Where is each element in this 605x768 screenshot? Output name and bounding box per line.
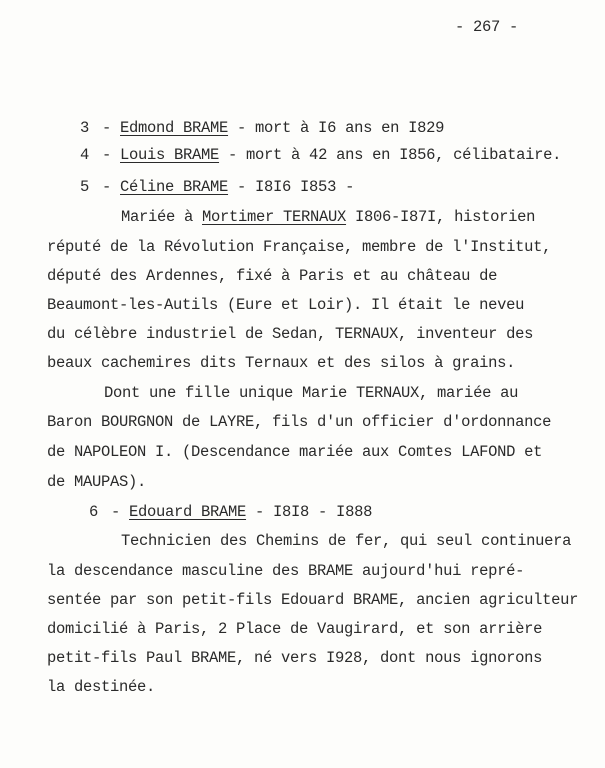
entry-text: - I8I8 - I888 <box>246 503 373 521</box>
entry-6 <box>89 503 372 521</box>
entry-number: 5 <box>80 178 90 196</box>
entry-dash: - <box>102 178 121 196</box>
entry-name: Edouard BRAME <box>129 503 247 521</box>
celine-line-5: du célèbre industriel de Sedan, TERNAUX, inventeur des <box>47 325 534 343</box>
entry-3 <box>80 119 444 137</box>
spouse-name: Mortimer TERNAUX <box>202 208 347 226</box>
edouard-line-2: la descendance masculine des BRAME aujourd'hui repré- <box>47 562 525 580</box>
entry-text: - mort à 42 ans en I856, célibataire. <box>219 146 562 164</box>
celine-line-4: Beaumont-les-Autils (Eure et Loir). Il était le neveu <box>47 296 525 314</box>
celine-line-2: réputé de la Révolution Française, membre de l'Institut, <box>47 238 552 256</box>
page-number: - 267 - <box>455 18 519 36</box>
text: Mariée à <box>121 208 203 226</box>
entry-name: Louis BRAME <box>120 146 220 164</box>
edouard-line-6: la destinée. <box>47 678 156 696</box>
entry-number: 6 <box>89 503 99 521</box>
entry-5 <box>80 178 354 196</box>
fille-line-2: Baron BOURGNON de LAYRE, fils d'un officier d'ordonnance <box>47 413 552 431</box>
entry-dash: - <box>102 119 121 137</box>
celine-line-3: député des Ardennes, fixé à Paris et au château de <box>47 267 498 285</box>
entry-dash: - <box>111 503 130 521</box>
edouard-line-5: petit-fils Paul BRAME, né vers I928, dont nous ignorons <box>47 649 543 667</box>
entry-dash: - <box>102 146 121 164</box>
entry-name: Edmond BRAME <box>120 119 229 137</box>
entry-text: - I8I6 I853 - <box>228 178 355 196</box>
entry-number: 4 <box>80 146 90 164</box>
fille-line-4: de MAUPAS). <box>47 473 147 491</box>
edouard-line-1: Technicien des Chemins de fer, qui seul continuera <box>121 532 572 550</box>
edouard-line-4: domicilié à Paris, 2 Place de Vaugirard, et son arrière <box>47 620 543 638</box>
celine-line-6: beaux cachemires dits Ternaux et des silos à grains. <box>47 354 516 372</box>
text: I806-I87I, historien <box>346 208 536 226</box>
celine-line-1 <box>121 208 535 226</box>
edouard-line-3: sentée par son petit-fils Edouard BRAME, ancien agriculteur <box>47 591 579 609</box>
fille-line-1: Dont une fille unique Marie TERNAUX, mariée au <box>104 384 519 402</box>
entry-number: 3 <box>80 119 90 137</box>
fille-line-3: de NAPOLEON I. (Descendance mariée aux Comtes LAFOND et <box>47 443 543 461</box>
entry-text: - mort à I6 ans en I829 <box>228 119 445 137</box>
entry-name: Céline BRAME <box>120 178 229 196</box>
entry-4 <box>80 146 561 164</box>
